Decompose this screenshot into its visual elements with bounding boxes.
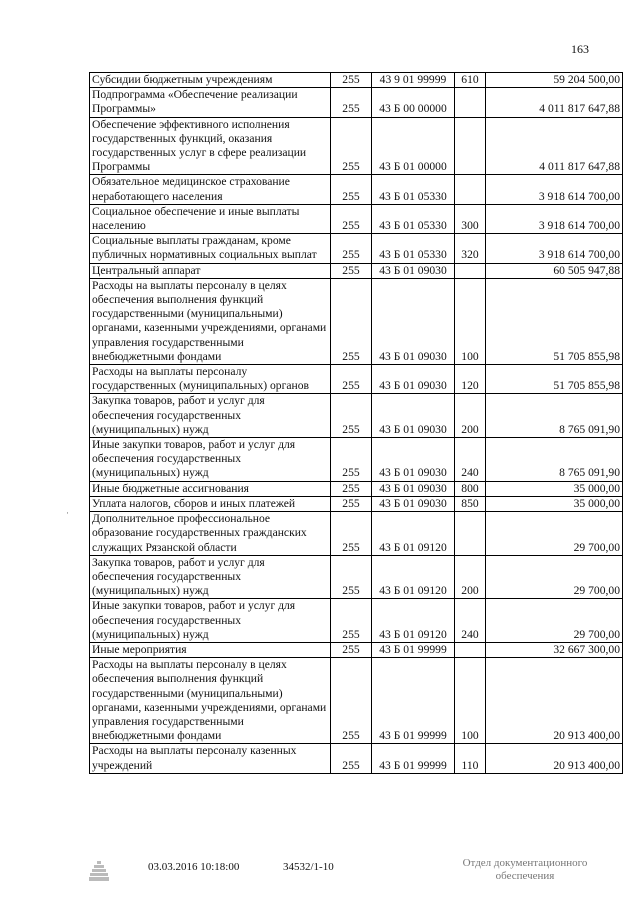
row-vr-cell bbox=[455, 88, 486, 117]
row-csr-cell: 43 Б 01 09030 bbox=[372, 481, 455, 496]
row-sum-cell: 20 913 400,00 bbox=[486, 744, 623, 773]
row-csr-cell: 43 Б 01 99999 bbox=[372, 642, 455, 657]
row-name-cell: Расходы на выплаты персоналу казенных учреждений bbox=[90, 744, 331, 773]
table-row bbox=[90, 599, 623, 643]
table-row bbox=[90, 175, 623, 204]
row-vr-cell: 100 bbox=[455, 278, 486, 364]
row-grbs-cell: 255 bbox=[331, 744, 372, 773]
emblem-icon bbox=[88, 860, 110, 882]
row-csr-cell: 43 Б 01 09120 bbox=[372, 599, 455, 643]
table-row bbox=[90, 278, 623, 364]
row-csr-cell: 43 Б 01 09030 bbox=[372, 278, 455, 364]
table-row bbox=[90, 234, 623, 263]
table-row bbox=[90, 117, 623, 175]
row-csr-cell: 43 Б 01 09030 bbox=[372, 394, 455, 438]
row-name-cell: Дополнительное профессиональное образование государственных гражданских служащих Рязанской области bbox=[90, 512, 331, 556]
footer-department-stamp: Отдел документационного обеспечения bbox=[462, 857, 588, 882]
row-sum-cell: 8 765 091,90 bbox=[486, 438, 623, 482]
row-name-cell: Уплата налогов, сборов и иных платежей bbox=[90, 496, 331, 511]
row-name-cell: Социальное обеспечение и иные выплаты населению bbox=[90, 204, 331, 233]
row-grbs-cell: 255 bbox=[331, 88, 372, 117]
row-name-cell: Расходы на выплаты персоналу в целях обеспечения выполнения функций государственными (муниципальными) органами, казенными учреждениями, органами управления государственными внебюджетными фондами bbox=[90, 658, 331, 744]
table-row bbox=[90, 744, 623, 773]
row-grbs-cell: 255 bbox=[331, 204, 372, 233]
row-name-cell: Обязательное медицинское страхование неработающего населения bbox=[90, 175, 331, 204]
row-grbs-cell: 255 bbox=[331, 481, 372, 496]
row-grbs-cell: 255 bbox=[331, 263, 372, 278]
row-sum-cell: 35 000,00 bbox=[486, 496, 623, 511]
row-grbs-cell: 255 bbox=[331, 234, 372, 263]
row-name-cell: Закупка товаров, работ и услуг для обеспечения государственных (муниципальных) нужд bbox=[90, 394, 331, 438]
row-sum-cell: 35 000,00 bbox=[486, 481, 623, 496]
row-sum-cell: 29 700,00 bbox=[486, 555, 623, 599]
table-row bbox=[90, 658, 623, 744]
row-vr-cell: 300 bbox=[455, 204, 486, 233]
row-csr-cell: 43 Б 01 09030 bbox=[372, 438, 455, 482]
row-vr-cell: 200 bbox=[455, 555, 486, 599]
row-vr-cell: 200 bbox=[455, 394, 486, 438]
row-csr-cell: 43 Б 00 00000 bbox=[372, 88, 455, 117]
row-grbs-cell: 255 bbox=[331, 73, 372, 88]
table-row bbox=[90, 512, 623, 556]
row-sum-cell: 3 918 614 700,00 bbox=[486, 204, 623, 233]
row-sum-cell: 29 700,00 bbox=[486, 512, 623, 556]
row-csr-cell: 43 Б 01 09120 bbox=[372, 555, 455, 599]
row-vr-cell bbox=[455, 512, 486, 556]
row-grbs-cell: 255 bbox=[331, 658, 372, 744]
margin-mark: · bbox=[66, 508, 69, 518]
row-vr-cell: 110 bbox=[455, 744, 486, 773]
row-grbs-cell: 255 bbox=[331, 512, 372, 556]
row-grbs-cell: 255 bbox=[331, 278, 372, 364]
table-row bbox=[90, 555, 623, 599]
row-vr-cell: 120 bbox=[455, 365, 486, 394]
row-sum-cell: 32 667 300,00 bbox=[486, 642, 623, 657]
row-vr-cell: 100 bbox=[455, 658, 486, 744]
row-name-cell: Подпрограмма «Обеспечение реализации Программы» bbox=[90, 88, 331, 117]
row-sum-cell: 8 765 091,90 bbox=[486, 394, 623, 438]
row-name-cell: Субсидии бюджетным учреждениям bbox=[90, 73, 331, 88]
table-row bbox=[90, 73, 623, 88]
row-sum-cell: 51 705 855,98 bbox=[486, 278, 623, 364]
row-sum-cell: 20 913 400,00 bbox=[486, 658, 623, 744]
row-vr-cell: 610 bbox=[455, 73, 486, 88]
row-csr-cell: 43 Б 01 09120 bbox=[372, 512, 455, 556]
row-sum-cell: 51 705 855,98 bbox=[486, 365, 623, 394]
row-name-cell: Обеспечение эффективного исполнения государственных функций, оказания государственных услуг в сфере реализации Программы bbox=[90, 117, 331, 175]
budget-table-body bbox=[90, 73, 623, 774]
table-row bbox=[90, 496, 623, 511]
row-name-cell: Иные закупки товаров, работ и услуг для обеспечения государственных (муниципальных) нужд bbox=[90, 599, 331, 643]
table-row bbox=[90, 394, 623, 438]
footer-date: 03.03.2016 10:18:00 bbox=[148, 861, 240, 873]
row-vr-cell: 240 bbox=[455, 438, 486, 482]
row-grbs-cell: 255 bbox=[331, 175, 372, 204]
row-csr-cell: 43 Б 01 09030 bbox=[372, 263, 455, 278]
row-vr-cell bbox=[455, 175, 486, 204]
row-grbs-cell: 255 bbox=[331, 438, 372, 482]
row-csr-cell: 43 Б 01 05330 bbox=[372, 204, 455, 233]
row-name-cell: Расходы на выплаты персоналу в целях обеспечения выполнения функций государственными (муниципальными) органами, казенными учреждениями, органами управления государственными внебюджетными фондами bbox=[90, 278, 331, 364]
table-row bbox=[90, 204, 623, 233]
row-name-cell: Центральный аппарат bbox=[90, 263, 331, 278]
row-csr-cell: 43 Б 01 05330 bbox=[372, 175, 455, 204]
row-name-cell: Иные мероприятия bbox=[90, 642, 331, 657]
row-grbs-cell: 255 bbox=[331, 117, 372, 175]
footer-doc-number: 34532/1-10 bbox=[283, 861, 334, 873]
row-name-cell: Иные бюджетные ассигнования bbox=[90, 481, 331, 496]
row-sum-cell: 29 700,00 bbox=[486, 599, 623, 643]
table-row bbox=[90, 642, 623, 657]
row-csr-cell: 43 Б 01 05330 bbox=[372, 234, 455, 263]
table-row bbox=[90, 481, 623, 496]
row-grbs-cell: 255 bbox=[331, 365, 372, 394]
row-name-cell: Расходы на выплаты персоналу государственных (муниципальных) органов bbox=[90, 365, 331, 394]
row-csr-cell: 43 Б 01 99999 bbox=[372, 744, 455, 773]
row-csr-cell: 43 Б 01 99999 bbox=[372, 658, 455, 744]
row-sum-cell: 60 505 947,88 bbox=[486, 263, 623, 278]
row-grbs-cell: 255 bbox=[331, 394, 372, 438]
row-grbs-cell: 255 bbox=[331, 496, 372, 511]
row-grbs-cell: 255 bbox=[331, 555, 372, 599]
row-name-cell: Иные закупки товаров, работ и услуг для обеспечения государственных (муниципальных) нужд bbox=[90, 438, 331, 482]
row-vr-cell: 800 bbox=[455, 481, 486, 496]
row-vr-cell bbox=[455, 263, 486, 278]
page-number: 163 bbox=[571, 42, 589, 56]
row-csr-cell: 43 Б 01 09030 bbox=[372, 496, 455, 511]
table-row bbox=[90, 438, 623, 482]
row-csr-cell: 43 Б 01 09030 bbox=[372, 365, 455, 394]
row-vr-cell: 240 bbox=[455, 599, 486, 643]
row-vr-cell: 850 bbox=[455, 496, 486, 511]
row-grbs-cell: 255 bbox=[331, 642, 372, 657]
row-csr-cell: 43 9 01 99999 bbox=[372, 73, 455, 88]
row-vr-cell bbox=[455, 642, 486, 657]
row-name-cell: Социальные выплаты гражданам, кроме публичных нормативных социальных выплат bbox=[90, 234, 331, 263]
row-sum-cell: 4 011 817 647,88 bbox=[486, 117, 623, 175]
row-grbs-cell: 255 bbox=[331, 599, 372, 643]
row-sum-cell: 3 918 614 700,00 bbox=[486, 234, 623, 263]
table-row bbox=[90, 88, 623, 117]
table-row bbox=[90, 365, 623, 394]
row-sum-cell: 3 918 614 700,00 bbox=[486, 175, 623, 204]
row-sum-cell: 4 011 817 647,88 bbox=[486, 88, 623, 117]
row-vr-cell: 320 bbox=[455, 234, 486, 263]
table-row bbox=[90, 263, 623, 278]
row-csr-cell: 43 Б 01 00000 bbox=[372, 117, 455, 175]
row-name-cell: Закупка товаров, работ и услуг для обеспечения государственных (муниципальных) нужд bbox=[90, 555, 331, 599]
row-sum-cell: 59 204 500,00 bbox=[486, 73, 623, 88]
row-vr-cell bbox=[455, 117, 486, 175]
budget-table bbox=[89, 72, 623, 774]
